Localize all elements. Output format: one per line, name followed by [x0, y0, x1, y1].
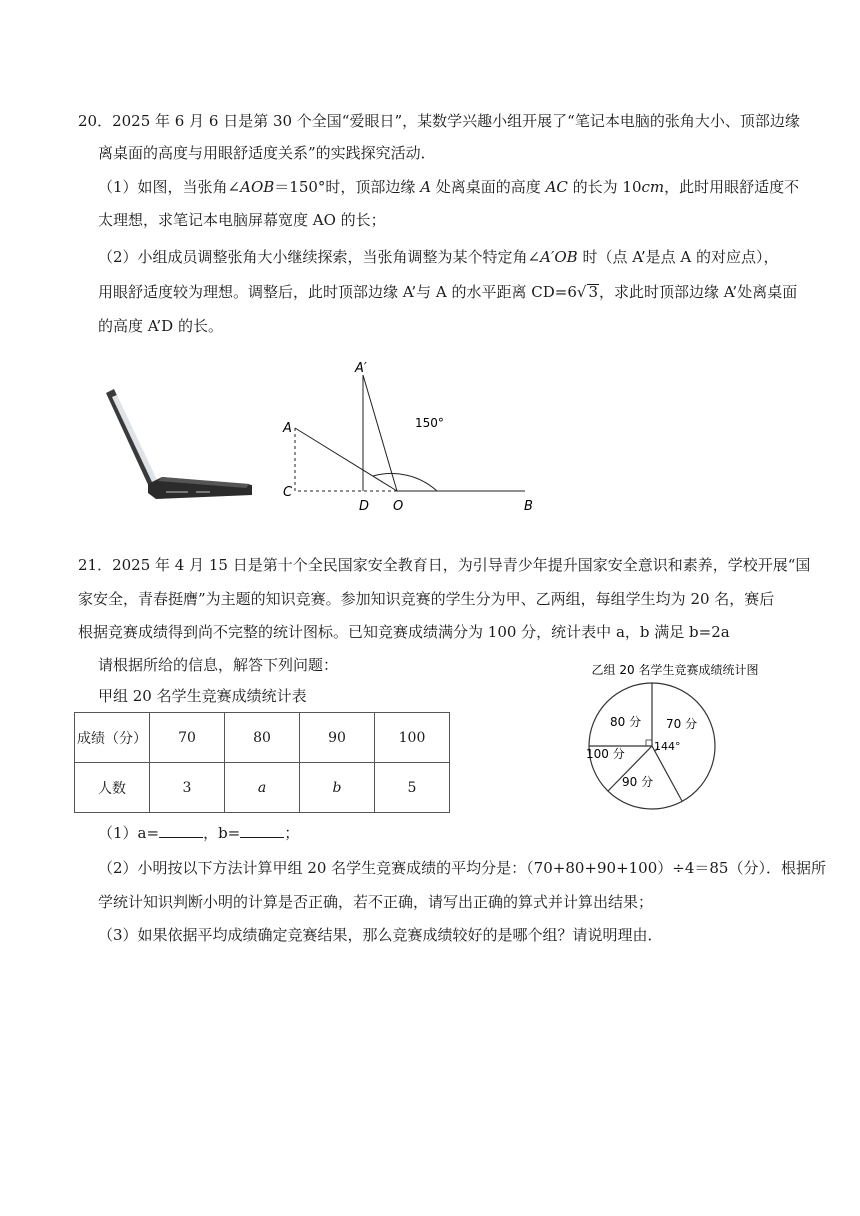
- text: ，b=: [203, 824, 241, 842]
- text: ；: [284, 824, 300, 842]
- label-angle-150: 150°: [415, 416, 444, 430]
- pie-title: 乙组 20 名学生竞赛成绩统计图: [591, 663, 759, 677]
- table-cell: 3: [150, 763, 225, 813]
- q21-sub1: [98, 823, 299, 843]
- label-a: A: [283, 421, 292, 436]
- text: ，此时用眼舒适度不: [664, 178, 800, 196]
- q20-part1-line-2: 太理想，求笔记本电脑屏幕宽度 AO 的长；: [98, 211, 386, 229]
- pie-label-70: 70 分: [666, 717, 698, 731]
- table-cell: 人数: [75, 763, 150, 813]
- table-cell: 5: [375, 763, 450, 813]
- score-table: [74, 712, 450, 813]
- pie-angle-label: 144°: [654, 740, 681, 753]
- q21-sub2-line-1: （2）小明按以下方法计算甲组 20 名学生竞赛成绩的平均分是：（70+80+90+100）÷4＝85（分）．根据所: [98, 859, 826, 877]
- q21-line-4: 请根据所给的信息，解答下列问题：: [98, 656, 339, 674]
- geometry-figure: [275, 355, 540, 515]
- text: ，求此时顶部边缘 A’处离桌面: [599, 283, 798, 301]
- table-cell: 100: [375, 713, 450, 763]
- q20-line-1: 20．2025 年 6 月 6 日是第 30 个全国“爱眼日”，某数学兴趣小组开展了“笔记本电脑的张角大小、顶部边缘: [78, 112, 800, 130]
- pie-label-90: 90 分: [622, 775, 654, 789]
- answer-blank-b: [240, 823, 284, 838]
- q21-sub2-line-2: 学统计知识判断小明的计算是否正确，若不正确，请写出正确的算式并计算出结果；: [98, 893, 654, 911]
- text: （1）a=: [98, 824, 160, 842]
- label-b: B: [524, 499, 533, 514]
- q21-line-3: 根据竞赛成绩得到尚不完整的统计图标。已知竞赛成绩满分为 100 分，统计表中 a，b 满足 b=2a: [78, 623, 730, 641]
- table-row: [75, 763, 450, 813]
- table-cell: 80: [225, 713, 300, 763]
- text: （2）小组成员调整张角大小继续探索，当张角调整为某个特定角: [98, 248, 528, 266]
- text: 时（点 A’是点 A 的对应点），: [577, 248, 779, 266]
- q20-part2-line-2: [98, 282, 797, 302]
- laptop-photo: [100, 385, 260, 505]
- segment-ac: AC: [545, 178, 568, 196]
- angle-a-prime-ob: ∠A′OB: [527, 248, 578, 266]
- laptop-port: [196, 491, 210, 493]
- laptop-port: [166, 491, 188, 493]
- q21-sub3: （3）如果依据平均成绩确定竞赛结果，那么竞赛成绩较好的是哪个组？请说明理由．: [98, 926, 663, 944]
- table-cell: b: [300, 763, 375, 813]
- unit-cm: cm: [641, 178, 665, 196]
- table-cell: 成绩（分）: [75, 713, 150, 763]
- table-cell: a: [225, 763, 300, 813]
- text: 用眼舒适度较为理想。调整后，此时顶部边缘 A’与 A 的水平距离 CD=6: [98, 283, 577, 301]
- text: 处离桌面的高度: [431, 178, 546, 196]
- text: （1）如图，当张角: [98, 178, 228, 196]
- q20-line-2: 离桌面的高度与用眼舒适度关系”的实践探究活动．: [98, 144, 436, 162]
- table-cell: 70: [150, 713, 225, 763]
- q20-part2-line-3: 的高度 A’D 的长。: [98, 317, 223, 335]
- pie-label-100: 100 分: [586, 747, 625, 761]
- q20-part2-line-1: [98, 247, 779, 267]
- pie-label-80: 80 分: [610, 715, 642, 729]
- table-row: [75, 713, 450, 763]
- laptop-screen-display: [112, 395, 157, 482]
- label-a-prime: A′: [355, 361, 367, 376]
- sqrt-radicand: 3: [588, 283, 599, 301]
- label-o: O: [393, 499, 404, 514]
- text: 的长为 10: [567, 178, 642, 196]
- answer-blank-a: [159, 823, 203, 838]
- text: ＝150°时，顶部边缘: [274, 178, 421, 196]
- point-a: A: [420, 178, 432, 196]
- table-cell: 90: [300, 713, 375, 763]
- angle-aob: ∠AOB: [227, 178, 275, 196]
- label-d: D: [359, 499, 370, 514]
- label-c: C: [283, 485, 293, 500]
- q21-line-1: 21．2025 年 4 月 15 日是第十个全民国家安全教育日，为引导青少年提升国家安全意识和素养，学校开展“国: [78, 556, 811, 574]
- sqrt-sign: √: [576, 283, 587, 301]
- pie-chart: [560, 656, 790, 816]
- q20-part1-line-1: [98, 177, 799, 197]
- table-title: 甲组 20 名学生竞赛成绩统计表: [98, 687, 307, 705]
- q21-line-2: 家安全，青春挺膺”为主题的知识竞赛。参加知识竞赛的学生分为甲、乙两组，每组学生均为 20 名，赛后: [78, 590, 775, 608]
